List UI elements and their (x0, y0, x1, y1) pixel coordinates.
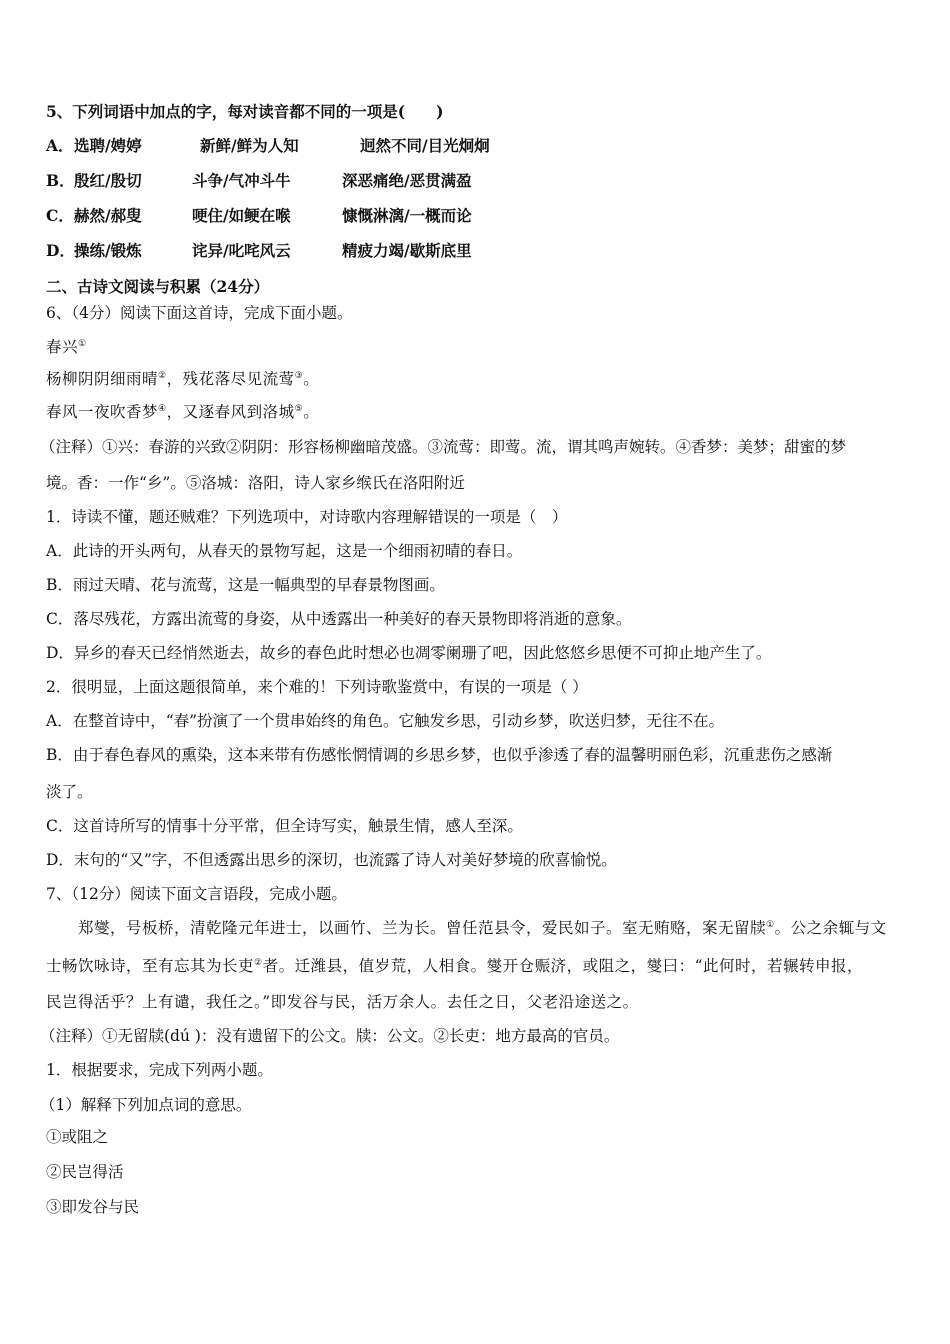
q5-title: 5、下列词语中加点的字，每对读音都不同的一项是( ) (46, 102, 444, 121)
q6-sub1-option-a: A．此诗的开头两句，从春天的景物写起，这是一个细雨初晴的春日。 (46, 542, 523, 560)
option-pair-1: 殷红/殷切 (74, 171, 142, 190)
poem-text: 春风一夜吹香梦 (46, 403, 159, 421)
q6-sub1-option-d: D．异乡的春天已经悄然逝去，故乡的春色此时想必也凋零阑珊了吧，因此悠悠乡思便不可抑止地产生了。 (46, 644, 772, 662)
poem-text: ，又逐春风到洛城 (166, 403, 295, 421)
footnote-marker: ① (766, 919, 775, 930)
q6-sub2-option-b: B．由于春色春风的熏染，这本来带有伤感怅惘情调的乡思乡梦，也似乎渗透了春的温馨明丽色彩，沉重悲伤之感渐 (46, 746, 833, 764)
passage-text: 者。迁潍县，值岁荒，人相食。燮开仓赈济，或阻之，燮曰：“此何时，若辗转申报， (262, 957, 864, 975)
q6-sub2-option-d: D．末句的“又”字，不但透露出思乡的深切，也流露了诗人对美好梦境的欣喜愉悦。 (46, 851, 617, 869)
q7-item-3: ③即发谷与民 (46, 1198, 140, 1216)
q6-note-line-2: 境。香：一作“乡”。⑤洛城：洛阳，诗人家乡缑氏在洛阳附近 (46, 474, 465, 492)
option-pair-3: 精疲力竭/歇斯底里 (342, 241, 472, 260)
poem-text: 杨柳阴阴细雨晴 (46, 370, 159, 388)
option-pair-2: 新鲜/鲜为人知 (200, 136, 299, 155)
q7-passage-line-1 (78, 918, 887, 938)
option-pair-2: 斗争/气冲斗牛 (192, 171, 291, 190)
footnote-marker: ⑤ (294, 403, 304, 414)
option-label: B． (46, 171, 75, 190)
q5-option-a (46, 136, 490, 156)
q6-sub2-option-b-cont: 淡了。 (46, 783, 93, 801)
poem-text: 。 (303, 403, 320, 421)
passage-text: 郑燮，号板桥，清乾隆元年进士，以画竹、兰为长。曾任范县令，爱民如子。室无贿赂，案无留牍 (78, 919, 767, 937)
poem-title-text: 春兴 (46, 338, 79, 356)
option-pair-3: 迥然不同/目光炯炯 (360, 136, 490, 155)
passage-text: 。公之余辄与文 (774, 919, 887, 937)
poem-line-2 (46, 402, 319, 422)
q6-sub2-question: 2．很明显，上面这题很简单，来个难的！下列诗歌鉴赏中，有误的一项是（ ） (46, 678, 588, 696)
poem-text: 。 (303, 370, 320, 388)
q7-intro: 7、（12分）阅读下面文言语段，完成小题。 (46, 885, 347, 903)
option-label: D． (46, 241, 75, 260)
poem-title (46, 337, 87, 357)
q6-intro: 6、（4分）阅读下面这首诗，完成下面小题。 (46, 304, 353, 322)
poem-line-1 (46, 369, 319, 389)
q6-sub2-option-c: C．这首诗所写的情事十分平常，但全诗写实，触景生情，感人至深。 (46, 817, 523, 835)
option-pair-3: 深恶痛绝/恶贯满盈 (342, 171, 472, 190)
q6-note-line-1: （注释）①兴：春游的兴致②阴阴：形容杨柳幽暗茂盛。③流莺：即莺。流，谓其鸣声婉转。④香梦：美梦；甜蜜的梦 (40, 438, 847, 456)
q6-sub1-question: 1．诗读不懂，题还贼难？下列选项中，对诗歌内容理解错误的一项是（ ） (46, 508, 568, 526)
q6-sub2-option-a: A．在整首诗中，“春”扮演了一个贯串始终的角色。它触发乡思，引动乡梦，吹送归梦，无往不在。 (46, 712, 725, 730)
footnote-marker: ② (158, 370, 167, 381)
q5-option-c (46, 206, 472, 226)
section-title: 二、古诗文阅读与积累（24分） (46, 277, 270, 296)
q5-option-b (46, 171, 472, 191)
q7-sub1-question: 1．根据要求，完成下列两小题。 (46, 1061, 273, 1079)
option-pair-2: 哽住/如鲠在喉 (192, 206, 291, 225)
option-pair-1: 操练/锻炼 (74, 241, 142, 260)
q7-passage-line-3: 民岂得活乎？上有谴，我任之。”即发谷与民，活万余人。去任之日，父老沿途送之。 (46, 993, 639, 1011)
q5-option-d (46, 241, 472, 261)
q7-passage-line-2 (46, 956, 863, 976)
passage-text: 士畅饮咏诗，至有忘其为长吏 (46, 957, 255, 975)
footnote-marker: ③ (294, 370, 304, 381)
footnote-marker: ① (78, 338, 87, 349)
option-pair-2: 诧异/叱咤风云 (192, 241, 291, 260)
option-label: C． (46, 206, 74, 225)
q6-sub1-option-c: C．落尽残花，方露出流莺的身姿，从中透露出一种美好的春天景物即将消逝的意象。 (46, 610, 632, 628)
q7-note: （注释）①无留牍(dú )：没有遗留下的公文。牍：公文。②长吏：地方最高的官员。 (40, 1027, 620, 1045)
q7-sub1-part1: （1）解释下列加点词的意思。 (40, 1096, 252, 1114)
poem-text: ，残花落尽见流莺 (166, 370, 295, 388)
q6-sub1-option-b: B．雨过天晴、花与流莺，这是一幅典型的早春景物图画。 (46, 576, 445, 594)
option-pair-3: 慷慨淋漓/一概而论 (342, 206, 472, 225)
option-label: A． (46, 136, 74, 155)
footnote-marker: ② (254, 957, 263, 968)
footnote-marker: ④ (158, 403, 167, 414)
option-pair-1: 赫然/郝叟 (74, 206, 142, 225)
q7-item-2: ②民岂得活 (46, 1163, 124, 1181)
q7-item-1: ①或阻之 (46, 1128, 109, 1146)
option-pair-1: 选聘/娉婷 (74, 136, 142, 155)
